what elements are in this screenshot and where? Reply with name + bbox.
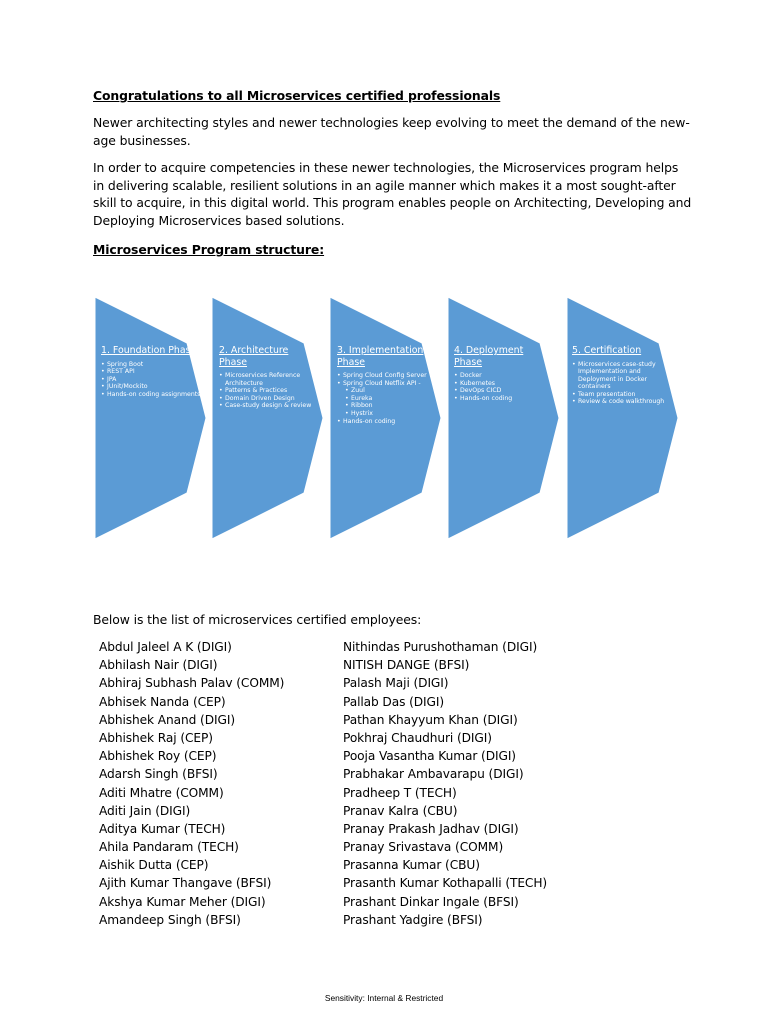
phase-2-item: • Patterns & Practices: [219, 387, 319, 395]
phase-3-item: • Hands-on coding: [337, 418, 437, 426]
employee-name: Abhishek Raj (CEP): [99, 730, 213, 745]
program-paragraph: In order to acquire competencies in these newer technologies, the Microservices program helps in delivering scalable, resilient solutions in an agile manner which makes it a most sought-after skill to acquire, in this digital world. This program enables people on Architecting, Developing and Deploying Microservices based solutions.: [93, 160, 692, 229]
employee-name: Akshya Kumar Meher (DIGI): [99, 894, 266, 909]
employee-name: Prashant Yadgire (BFSI): [343, 912, 483, 927]
phase-1-item: • Hands-on coding assignments: [101, 391, 201, 399]
employee-name: Pokhraj Chaudhuri (DIGI): [343, 730, 492, 745]
page-heading: Congratulations to all Microservices certified professionals: [93, 88, 501, 103]
employee-name: Pathan Khayyum Khan (DIGI): [343, 712, 518, 727]
employee-name: NITISH DANGE (BFSI): [343, 658, 470, 673]
employee-name: Pradheep T (TECH): [343, 785, 457, 800]
intro-paragraph: Newer architecting styles and newer technologies keep evolving to meet the demand of the new-age businesses.: [93, 115, 690, 148]
phase-3-subitem: • Eureka: [337, 395, 437, 403]
phase-5-title: 5. Certification: [572, 345, 642, 356]
phase-4-item: • Kubernetes: [454, 380, 554, 388]
employee-name: Abhishek Roy (CEP): [99, 749, 217, 764]
employee-name: Aishik Dutta (CEP): [99, 858, 209, 873]
employee-name: Ahila Pandaram (TECH): [99, 840, 239, 855]
phase-5-item: • Microservices case-study Implementation and Deployment in Docker containers: [572, 361, 672, 391]
phase-2-item: • Case-study design & review: [219, 402, 319, 410]
employee-name: Pranay Prakash Jadhav (DIGI): [343, 821, 519, 836]
employee-name: Ajith Kumar Thangave (BFSI): [99, 876, 272, 891]
phase-5-box: [572, 345, 672, 406]
employee-name: Prabhakar Ambavarapu (DIGI): [343, 767, 524, 782]
phase-4-item: • Docker: [454, 372, 554, 380]
phase-2-list: [219, 372, 319, 410]
phase-arrow-1: [95, 297, 206, 539]
phase-3-title: 3. Implementation Phase: [337, 345, 424, 368]
phase-3-list: [337, 372, 437, 425]
employee-name: Abhiraj Subhash Palav (COMM): [99, 676, 285, 691]
phase-3-item: • Spring Cloud Netflix API -: [337, 380, 437, 388]
phase-arrow-4: [448, 297, 559, 539]
phase-2-title: 2. Architecture Phase: [219, 345, 289, 368]
phase-2-item: • Domain Driven Design: [219, 395, 319, 403]
phase-3-item: • Spring Cloud Config Server: [337, 372, 437, 380]
employee-list-left: [99, 638, 284, 929]
phase-4-title: 4. Deployment Phase: [454, 345, 524, 368]
phase-3-box: [337, 345, 437, 425]
phase-4-list: [454, 372, 554, 402]
phase-4-box: [454, 345, 554, 402]
employee-name: Prashant Dinkar Ingale (BFSI): [343, 894, 519, 909]
phase-arrow-5: [567, 297, 678, 539]
program-structure-title: Microservices Program structure:: [93, 242, 325, 257]
phase-1-item: • REST API: [101, 368, 201, 376]
phase-5-list: [572, 361, 672, 407]
employee-name: Prasanna Kumar (CBU): [343, 858, 480, 873]
phase-1-item: • JPA: [101, 376, 201, 384]
employee-name: Adarsh Singh (BFSI): [99, 767, 218, 782]
phase-3-subitem: • Hystrix: [337, 410, 437, 418]
employee-name: Palash Maji (DIGI): [343, 676, 449, 691]
employee-name: Aditya Kumar (TECH): [99, 821, 226, 836]
employee-name: Prasanth Kumar Kothapalli (TECH): [343, 876, 548, 891]
employee-name: Aditi Mhatre (COMM): [99, 785, 224, 800]
employee-list-intro: Below is the list of microservices certified employees:: [93, 612, 422, 627]
employee-name: Amandeep Singh (BFSI): [99, 912, 241, 927]
phase-1-item: • JUnit/Mockito: [101, 383, 201, 391]
employee-list-right: [343, 638, 547, 929]
employee-name: Abhishek Anand (DIGI): [99, 712, 235, 727]
phase-1-list: [101, 361, 201, 399]
phase-5-item: • Review & code walkthrough: [572, 398, 672, 406]
employee-name: Abhisek Nanda (CEP): [99, 694, 226, 709]
employee-name: Pranav Kalra (CBU): [343, 803, 458, 818]
employee-name: Aditi Jain (DIGI): [99, 803, 191, 818]
phase-3-subitem: • Zuul: [337, 387, 437, 395]
phase-3-subitem: • Ribbon: [337, 402, 437, 410]
employee-name: Abhilash Nair (DIGI): [99, 658, 218, 673]
employee-name: Pooja Vasantha Kumar (DIGI): [343, 749, 516, 764]
employee-name: Pallab Das (DIGI): [343, 694, 445, 709]
phase-4-item: • Hands-on coding: [454, 395, 554, 403]
sensitivity-footer: Sensitivity: Internal & Restricted: [324, 993, 444, 1003]
employee-name: Nithindas Purushothaman (DIGI): [343, 640, 538, 654]
phase-1-title: 1. Foundation Phase: [101, 345, 197, 356]
phase-arrow-2: [212, 297, 323, 539]
phase-4-item: • DevOps CICD: [454, 387, 554, 395]
phase-5-item: • Team presentation: [572, 391, 672, 399]
employee-name: Pranay Srivastava (COMM): [343, 840, 504, 855]
phase-1-item: • Spring Boot: [101, 361, 201, 369]
phase-2-item: • Microservices Reference Architecture: [219, 372, 319, 387]
employee-name: Abdul Jaleel A K (DIGI): [99, 640, 232, 654]
phase-1-box: [101, 345, 201, 398]
phase-2-box: [219, 345, 319, 410]
